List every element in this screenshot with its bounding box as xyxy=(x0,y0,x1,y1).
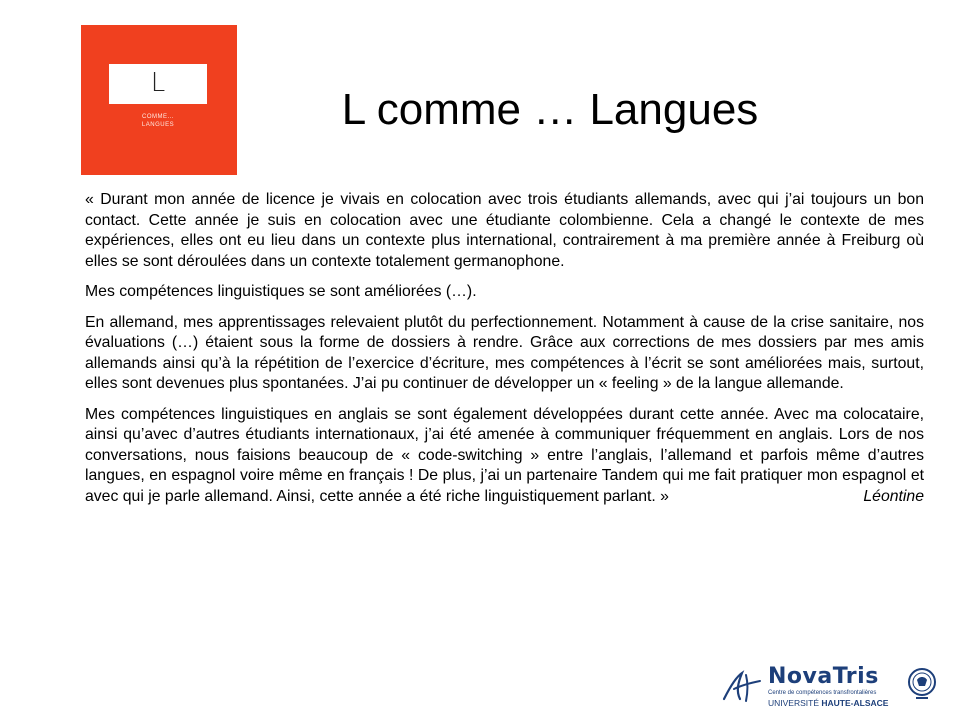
signature: Léontine xyxy=(863,487,924,505)
paragraph-4-text: Mes compétences linguistiques en anglais se sont également développées durant cette année. Avec ma colocataire, ainsi qu’avec d’autres étudiants internationaux, j’ai été amenée à communiquer fréquemment en anglais. Lors de nos conversations, nous faisions beaucoup de « code-switching » entre l’anglais, l’allemand et parfois même d’autres langues, en espagnol voire même en français ! De plus, j’ai un partenaire Tandem qui me fait pratiquer mon espagnol et avec qui je parle allemand. Ainsi, cette année a été riche linguistiquement parlant. » xyxy=(85,405,924,505)
university-name xyxy=(768,698,888,708)
novatris-tagline: Centre de compétences transfrontalières xyxy=(768,690,877,696)
novatris-wordmark: NovaTris xyxy=(768,664,879,689)
paragraph-3: En allemand, mes apprentissages relevaient plutôt du perfectionnement. Notamment à cause de la crise sanitaire, nos évaluations (…) étaient sous la forme de dossiers à rendre. Grâce aux corrections de mes dossiers par mes amis allemands ainsi qu’à la répétition de l’exercice d’écriture, mes compétences à l’écrit se sont améliorées mais, surtout, elles sont devenues plus spontanées. J’ai pu continuer de développer un « feeling » de la langue allemande. xyxy=(85,313,924,392)
logo-subtitle-line1: COMME… xyxy=(142,114,174,120)
l-comme-logo xyxy=(81,25,237,175)
paragraph-4 xyxy=(85,405,924,508)
logo-letter: L xyxy=(150,68,166,98)
university-name-bold: HAUTE-ALSACE xyxy=(821,698,889,708)
paragraph-1: « Durant mon année de licence je vivais en colocation avec trois étudiants allemands, avec qui j’ai toujours un bon contact. Cette année je suis en colocation avec une étudiante colombienne. Cela a changé le contexte de mes expériences, elles ont eu lieu dans un contexte plus international, contrairement à ma première année à Freiburg où elles se sont déroulées dans un contexte totalement germanophone. xyxy=(85,191,924,270)
logo-subtitle xyxy=(109,113,207,129)
slide-title: L comme … Langues xyxy=(341,85,759,134)
logo-subtitle-line2: LANGUES xyxy=(141,122,175,128)
university-prefix: UNIVERSITÉ xyxy=(768,698,822,708)
university-seal-icon xyxy=(906,667,938,701)
quote-body xyxy=(85,190,924,517)
novatris-mark-icon xyxy=(720,669,764,705)
footer-logos xyxy=(720,665,950,710)
logo-letter-panel xyxy=(109,64,207,104)
paragraph-2: Mes compétences linguistiques se sont améliorées (…). xyxy=(85,283,477,300)
